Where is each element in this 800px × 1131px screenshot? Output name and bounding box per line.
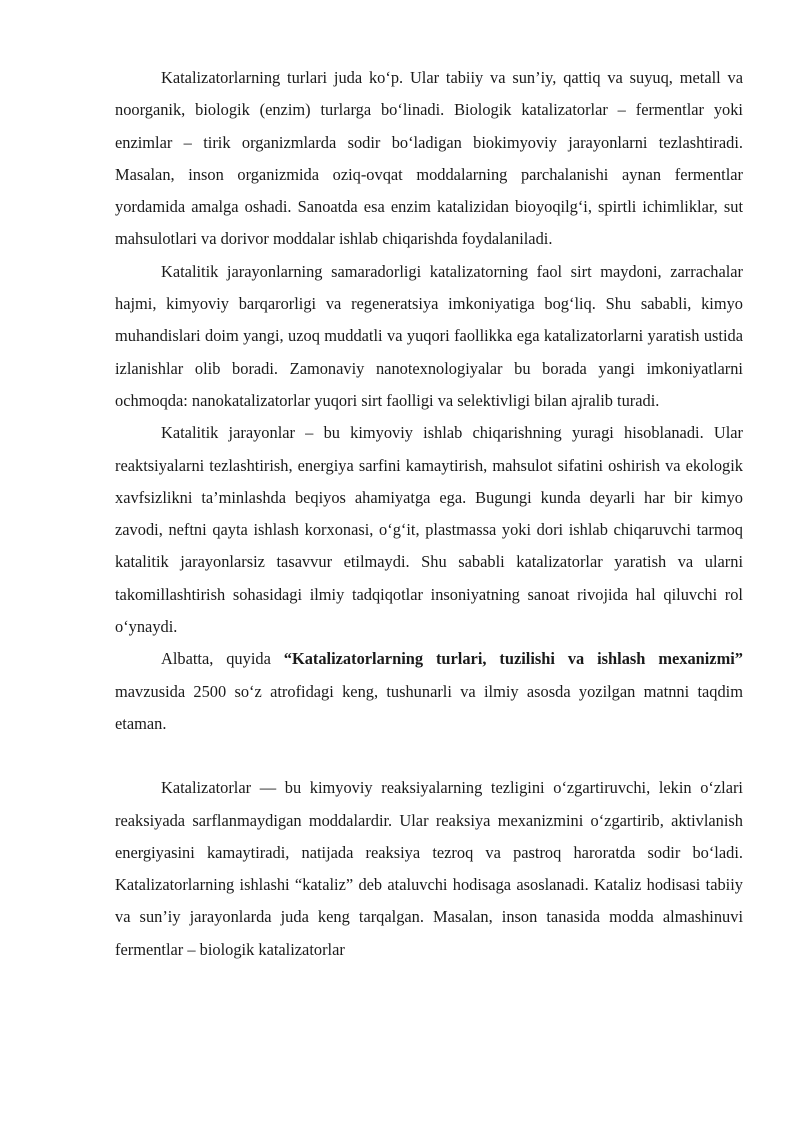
intro-topic-title: “Katalizatorlarning turlari, tuzilishi va ishlash mexanizmi” [283,649,743,669]
intro-after: mavzusida 2500 so‘z atrofidagi keng, tushunarli va ilmiy asosda yozilgan matnni taqdim etaman. [115,681,743,733]
document-page [115,62,743,966]
intro-before: Albatta, quyida [161,649,284,669]
paragraph-catalytic-processes: Katalitik jarayonlar – bu kimyoviy ishlab chiqarishning yuragi hisoblanadi. Ular reaktsiyalarni tezlashtirish, energiya sarfini kamaytirish, mahsulot sifatini oshirish va ekologik xavfsizlikni ta’minlashda beqiyos ahamiyatga ega. Bugungi kunda deyarli har bir kimyo zavodi, neftni qayta ishlash korxonasi, o‘g‘it, plastmassa yoki dori ishlab chiqaruvchi tarmoq katalitik jarayonlarsiz tasavvur etilmaydi. Shu sababli katalizatorlar yaratish va ularni takomillashtirish sohasidagi ilmiy tadqiqotlar insoniyatning sanoat rivojida hal qiluvchi rol o‘ynaydi. [115,423,743,637]
paragraph-intro [115,643,743,740]
paragraph-gap [115,740,743,772]
paragraph-catalyst-types: Katalizatorlarning turlari juda ko‘p. Ular tabiiy va sun’iy, qattiq va suyuq, metall va noorganik, biologik (enzim) turlarga bo‘linadi. Biologik katalizatorlar – fermentlar yoki enzimlar – tirik organizmlarda sodir bo‘ladigan biokimyoviy jarayonlarni tezlashtiradi. Masalan, inson organizmida oziq-ovqat moddalarning parchalanishi aynan fermentlar yordamida amalga oshadi. Sanoatda esa enzim katalizidan bioyoqilg‘i, spirtli ichimliklar, sut mahsulotlari va dorivor moddalar ishlab chiqarishda foydalaniladi. [115,68,743,249]
paragraph-catalytic-efficiency: Katalitik jarayonlarning samaradorligi katalizatorning faol sirt maydoni, zarrachalar hajmi, kimyoviy barqarorligi va regeneratsiya imkoniyatiga bog‘liq. Shu sababli, kimyo muhandislari doim yangi, uzoq muddatli va yuqori faollikka ega katalizatorlarni yaratish ustida izlanishlar olib boradi. Zamonaviy nanotexnologiyalar bu borada yangi imkoniyatlarni ochmoqda: nanokatalizatorlar yuqori sirt faolligi va selektivligi bilan ajralib turadi. [115,261,743,410]
paragraph-catalyst-definition: Katalizatorlar — bu kimyoviy reaksiyalarning tezligini o‘zgartiruvchi, lekin o‘zlari reaksiyada sarflanmaydigan moddalardir. Ular reaksiya mexanizmini o‘zgartirib, aktivlanish energiyasini kamaytiradi, natijada reaksiya tezroq va pastroq haroratda sodir bo‘ladi. Katalizatorlarning ishlashi “kataliz” deb ataluvchi hodisaga asoslanadi. Kataliz hodisasi tabiiy va sun’iy jarayonlarda juda keng tarqalgan. Masalan, inson tanasida modda almashinuvi fermentlar – biologik katalizatorlar [115,778,743,959]
